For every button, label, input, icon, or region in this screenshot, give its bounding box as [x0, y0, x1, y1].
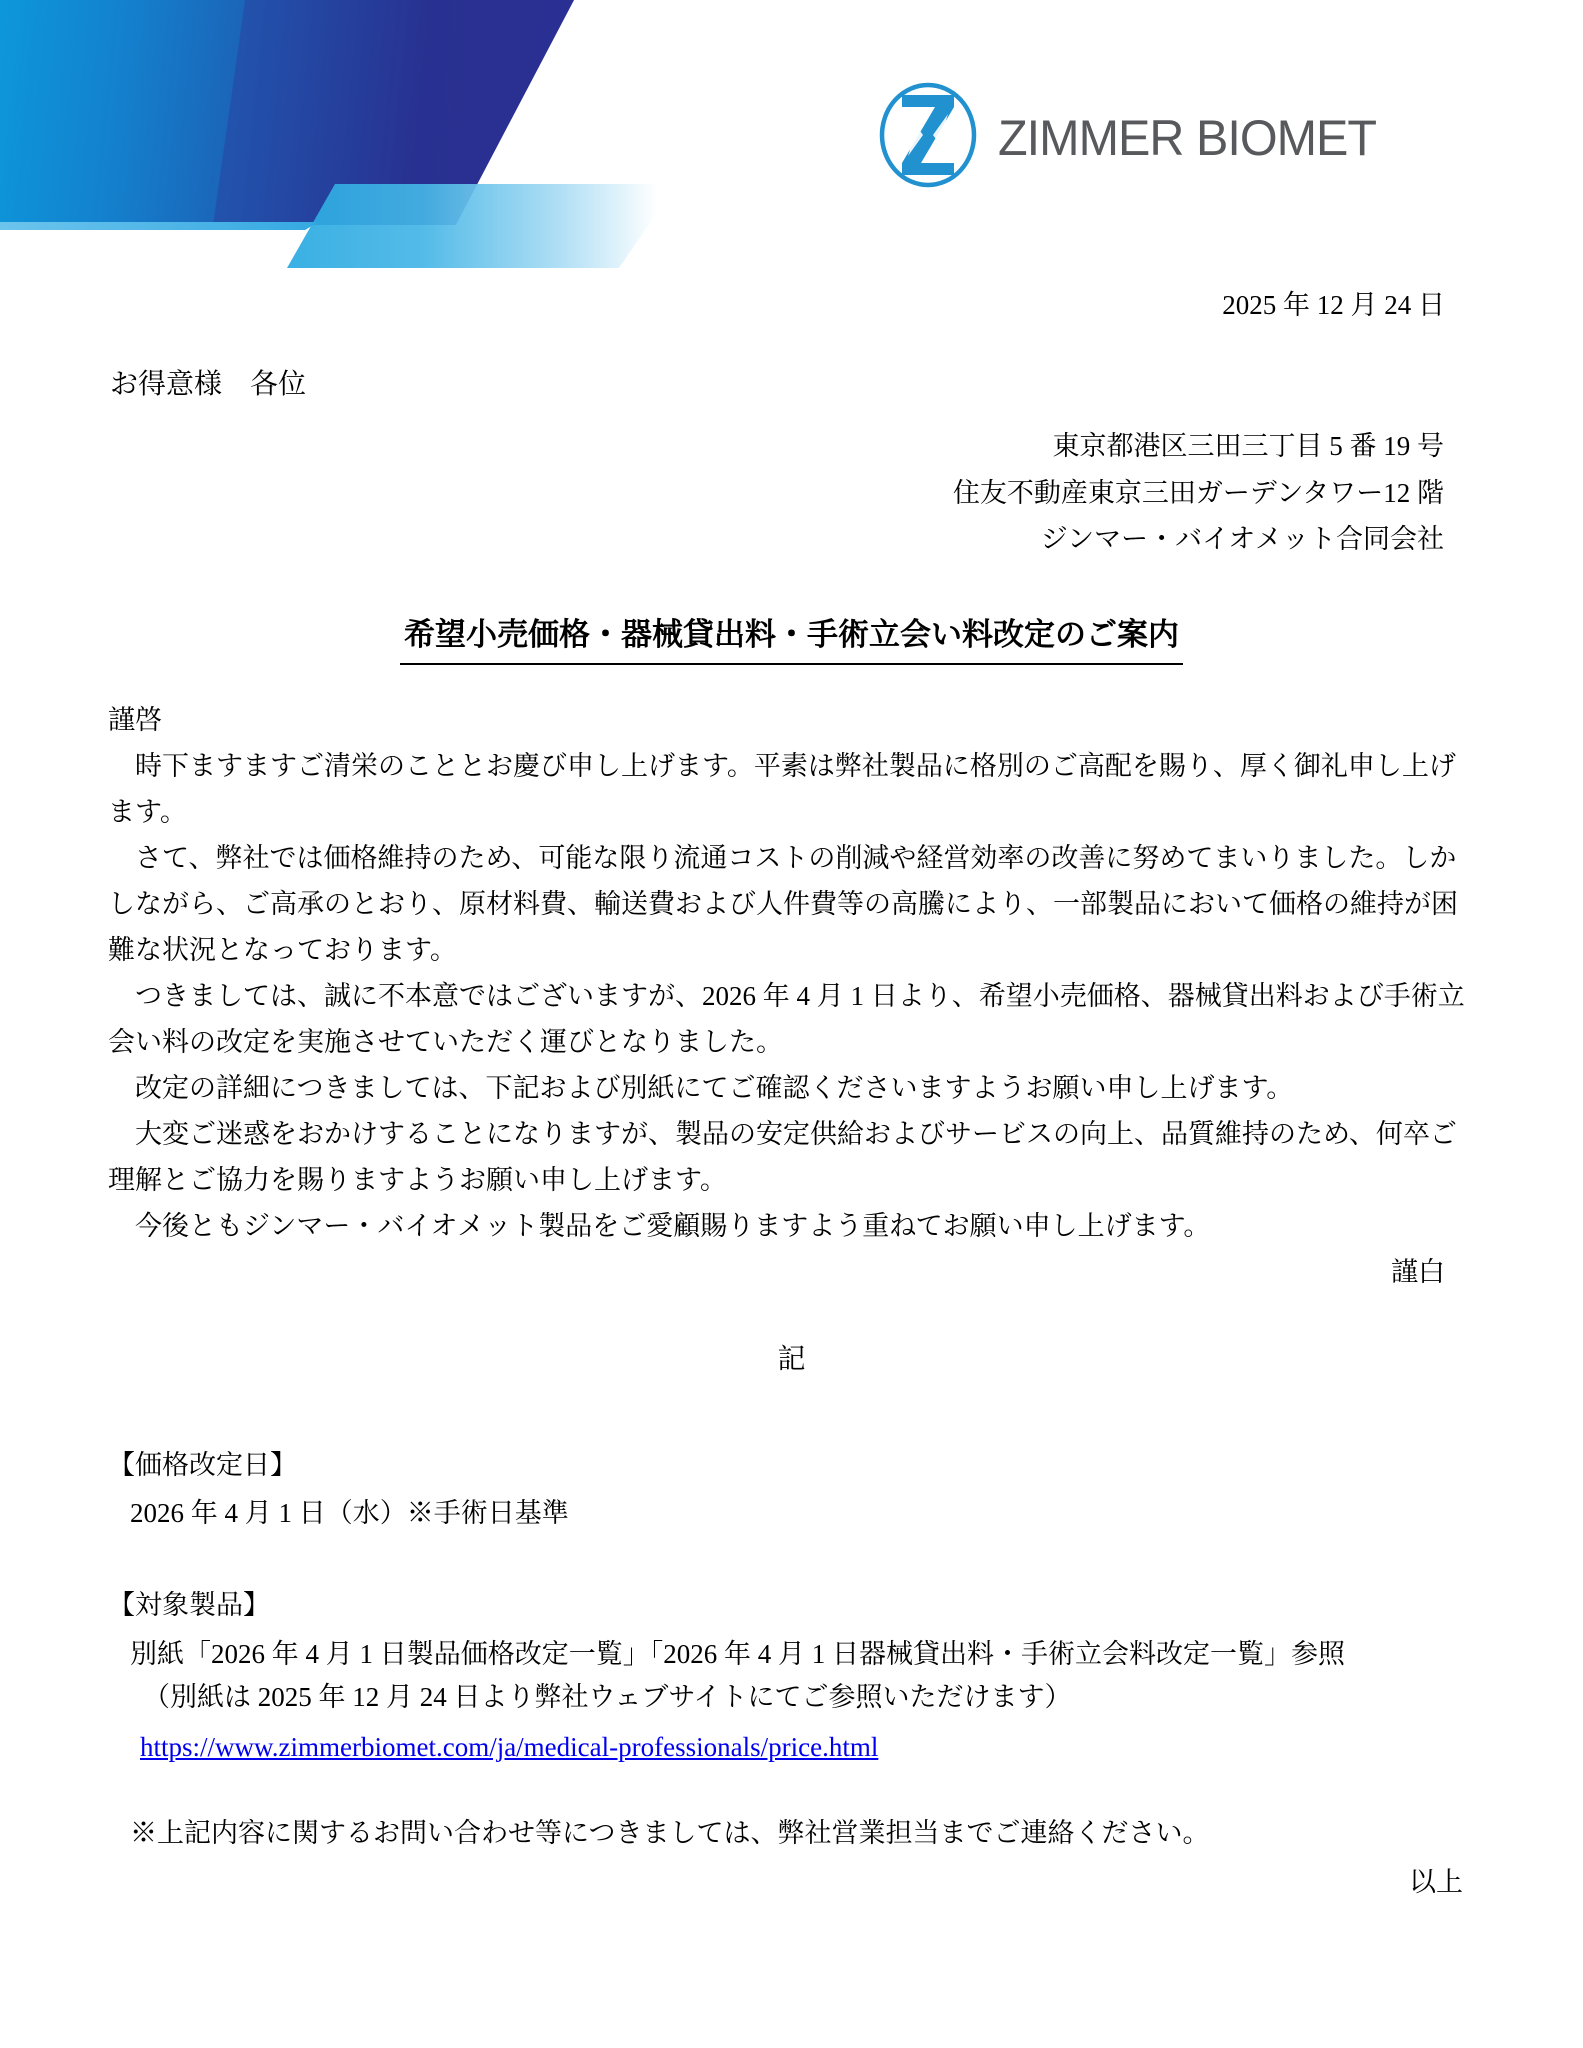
closing: 謹白	[1391, 1257, 1445, 1287]
logo-wordmark: ZIMMER BIOMET	[998, 109, 1377, 166]
body-line: 時下ますますご清栄のこととお慶び申し上げます。平素は弊社製品に格別のご高配を賜り、厚く御礼申し上げ	[108, 751, 1456, 781]
target-products-reference: 別紙「2026 年 4 月 1 日製品価格改定一覧」「2026 年 4 月 1 日器械貸出料・手術立会料改定一覧」参照	[130, 1639, 1345, 1669]
sender-address-line2: 住友不動産東京三田ガーデンタワー12 階	[952, 477, 1444, 508]
body-line: 今後ともジンマー・バイオメット製品をご愛顧賜りますよう重ねてお願い申し上げます。	[108, 1211, 1211, 1241]
letter-body	[108, 697, 1465, 1295]
body-line: 改定の詳細につきましては、下記および別紙にてご確認くださいますようお願い申し上げます。	[108, 1073, 1294, 1103]
body-line: 会い料の改定を実施させていただく運びとなりました。	[108, 1027, 783, 1057]
end-marker: 以上	[1409, 1867, 1463, 1897]
letter-title-text: 希望小売価格・器械貸出料・手術立会い料改定のご案内	[400, 612, 1183, 665]
banner-cyan-shape	[287, 184, 677, 268]
price-list-link[interactable]: https://www.zimmerbiomet.com/ja/medical-professionals/price.html	[140, 1732, 879, 1762]
price-revision-date: 2026 年 4 月 1 日（水）※手術日基準	[130, 1498, 569, 1528]
letter-date: 2025 年 12 月 24 日	[1222, 290, 1445, 320]
section-heading-price-revision-date: 【価格改定日】	[108, 1450, 297, 1480]
record-marker: 記	[777, 1344, 806, 1375]
salutation: 謹啓	[108, 705, 162, 735]
zimmer-biomet-logo	[878, 80, 1388, 195]
banner-cyan-strip	[0, 222, 318, 230]
price-list-link-line	[140, 1724, 878, 1770]
body-line: ます。	[108, 797, 187, 827]
body-line: 大変ご迷惑をおかけすることになりますが、製品の安定供給およびサービスの向上、品質維持のため、何卒ご	[108, 1119, 1457, 1149]
section-heading-target-products: 【対象製品】	[108, 1590, 270, 1620]
body-line: しながら、ご高承のとおり、原材料費、輸送費および人件費等の高騰により、一部製品において価格の維持が困	[108, 889, 1458, 919]
sender-address-line1: 東京都港区三田三丁目 5 番 19 号	[1052, 431, 1444, 461]
contact-note: ※上記内容に関するお問い合わせ等につきましては、弊社営業担当までご連絡ください。	[130, 1818, 1210, 1848]
letter-title	[0, 612, 1583, 665]
recipient: お得意様 各位	[110, 369, 307, 400]
body-line: 理解とご協力を賜りますようお願い申し上げます。	[108, 1165, 727, 1195]
sender-company: ジンマー・バイオメット合同会社	[1040, 524, 1444, 554]
body-line: つきましては、誠に不本意ではございますが、2026 年 4 月 1 日より、希望小売価格、器械貸出料および手術立	[108, 981, 1465, 1011]
body-line: 難な状況となっております。	[108, 935, 457, 965]
body-line: さて、弊社では価格維持のため、可能な限り流通コストの削減や経営効率の改善に努めてまいりました。しか	[108, 843, 1457, 873]
z-circle-icon	[878, 80, 978, 195]
sender-block	[953, 423, 1444, 563]
appendix-availability: （別紙は 2025 年 12 月 24 日より弊社ウェブサイトにてご参照いただけます）	[143, 1682, 1072, 1712]
